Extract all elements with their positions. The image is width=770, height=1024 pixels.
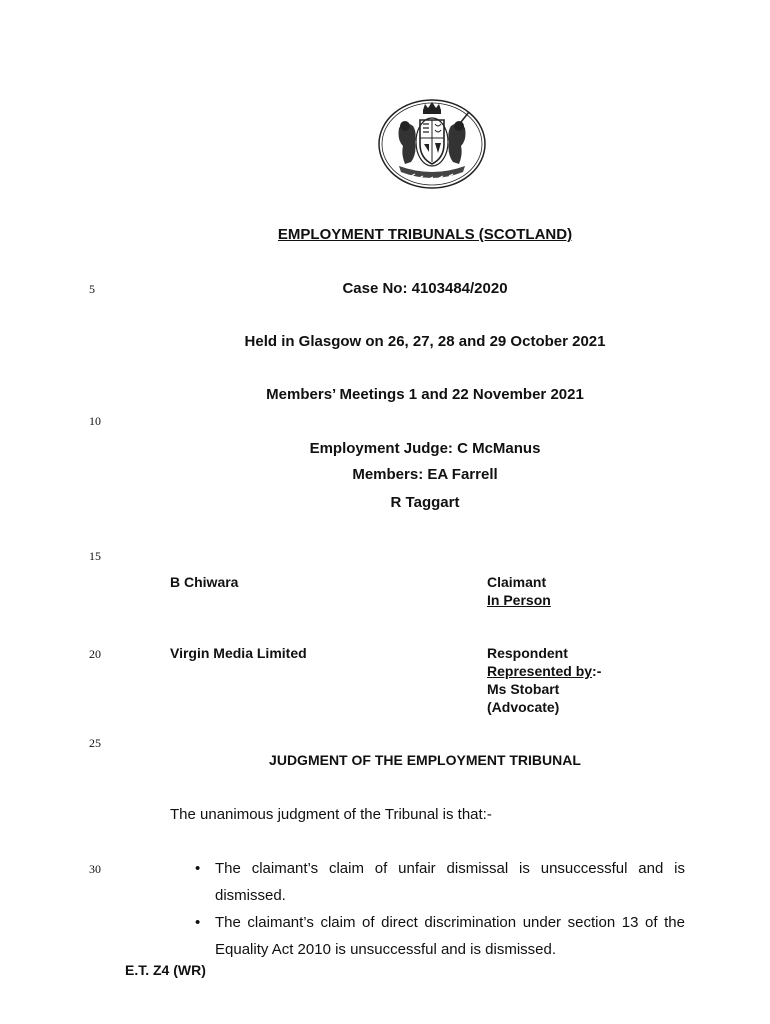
claimant-name: B Chiwara [170, 574, 239, 590]
tribunal-heading: EMPLOYMENT TRIBUNALS (SCOTLAND) [277, 226, 573, 243]
form-code: E.T. Z4 (WR) [125, 962, 206, 978]
tribunal-member-2: R Taggart [390, 494, 460, 511]
royal-coat-of-arms-icon [377, 98, 487, 190]
judgment-heading: JUDGMENT OF THE EMPLOYMENT TRIBUNAL [269, 752, 581, 768]
respondent-representative-name: Ms Stobart [487, 681, 560, 697]
tribunal-members: Members: EA Farrell [352, 466, 498, 483]
line-number: 15 [89, 549, 101, 563]
judgment-item-text: The claimant’s claim of direct discrimination under section 13 of the Equality Act 2010 is unsuccessful and is dismissed. [215, 914, 685, 958]
line-number: 25 [89, 736, 101, 750]
judgment-intro: The unanimous judgment of the Tribunal is that:- [170, 806, 492, 823]
case-number: Case No: 4103484/2020 [342, 280, 508, 297]
claimant-representation: In Person [487, 592, 551, 608]
respondent-role: Respondent [487, 645, 568, 661]
bullet-icon: • [195, 914, 201, 931]
judgment-item-text: The claimant’s claim of unfair dismissal is unsuccessful and is dismissed. [215, 860, 685, 904]
claimant-role: Claimant [487, 574, 547, 590]
represented-by-label: Represented by [487, 663, 593, 679]
line-number: 30 [89, 862, 101, 876]
list-item [195, 909, 685, 963]
list-item [195, 855, 685, 909]
employment-judge: Employment Judge: C McManus [309, 440, 541, 457]
members-meetings: Members’ Meetings 1 and 22 November 2021 [266, 386, 584, 403]
line-number: 10 [89, 414, 101, 428]
represented-by-suffix: :- [592, 663, 602, 679]
line-number: 5 [89, 282, 95, 296]
bullet-icon: • [195, 860, 201, 877]
respondent-name: Virgin Media Limited [170, 645, 307, 661]
hearing-details: Held in Glasgow on 26, 27, 28 and 29 October 2021 [244, 333, 606, 350]
respondent-representative-title: (Advocate) [487, 699, 560, 715]
line-number: 20 [89, 647, 101, 661]
respondent-representation [487, 663, 601, 679]
